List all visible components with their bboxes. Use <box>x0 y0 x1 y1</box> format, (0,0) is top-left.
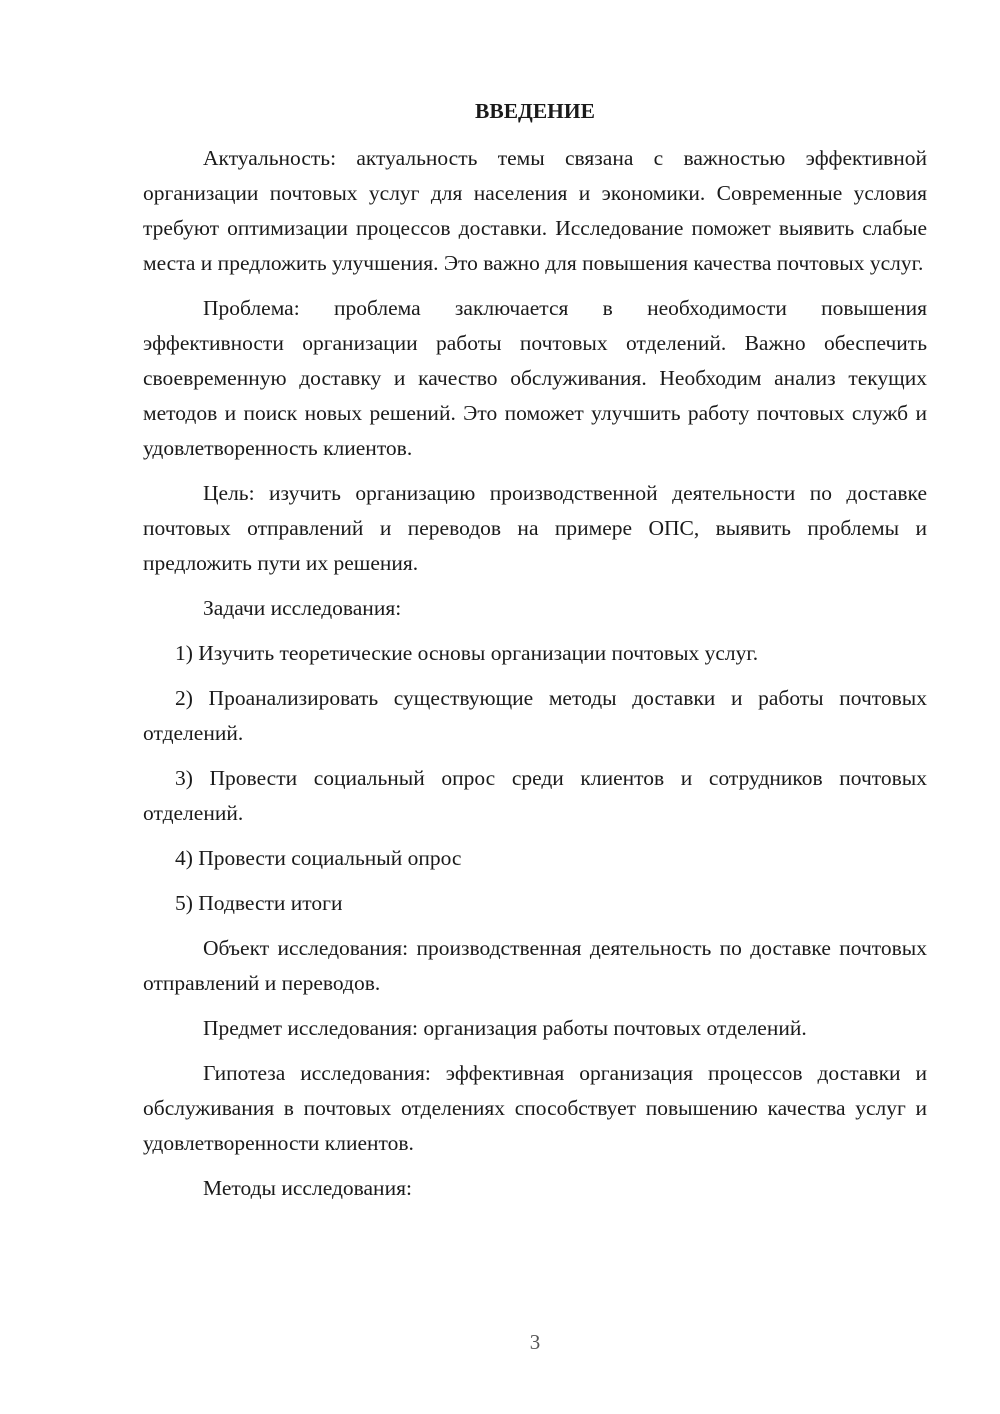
task-item-5: 5) Подвести итоги <box>175 891 343 915</box>
paragraph-problem: Проблема: проблема заключается в необходимости повышения эффективности организации работы почтовых отделений. Важно обеспечить своевременную доставку и качество обслуживания. Необходим анализ текущих методов и поиск новых решений. Это поможет улучшить работу почтовых служб и удовлетворенность клиентов. <box>143 296 927 460</box>
paragraph-methods: Методы исследования: <box>203 1176 412 1200</box>
page-number: 3 <box>529 1330 541 1354</box>
section-heading: ВВЕДЕНИЕ <box>475 99 595 123</box>
document-page <box>143 94 927 1216</box>
task-item-3: 3) Провести социальный опрос среди клиентов и сотрудников почтовых отделений. <box>143 766 927 825</box>
paragraph-subject: Предмет исследования: организация работы почтовых отделений. <box>203 1016 807 1040</box>
task-item-4: 4) Провести социальный опрос <box>175 846 462 870</box>
task-item-1: 1) Изучить теоретические основы организации почтовых услуг. <box>175 641 759 665</box>
paragraph-object: Объект исследования: производственная деятельность по доставке почтовых отправлений и переводов. <box>143 936 927 995</box>
paragraph-hypothesis: Гипотеза исследования: эффективная организация процессов доставки и обслуживания в почтовых отделениях способствует повышению качества услуг и удовлетворенности клиентов. <box>143 1061 927 1155</box>
paragraph-goal: Цель: изучить организацию производственной деятельности по доставке почтовых отправлений и переводов на примере ОПС, выявить проблемы и предложить пути их решения. <box>143 481 927 575</box>
paragraph-relevance: Актуальность: актуальность темы связана с важностью эффективной организации почтовых услуг для населения и экономики. Современные условия требуют оптимизации процессов доставки. Исследование поможет выявить слабые места и предложить улучшения. Это важно для повышения качества почтовых услуг. <box>143 146 927 275</box>
paragraph-tasks-title: Задачи исследования: <box>203 596 402 620</box>
task-item-2: 2) Проанализировать существующие методы доставки и работы почтовых отделений. <box>143 686 927 745</box>
